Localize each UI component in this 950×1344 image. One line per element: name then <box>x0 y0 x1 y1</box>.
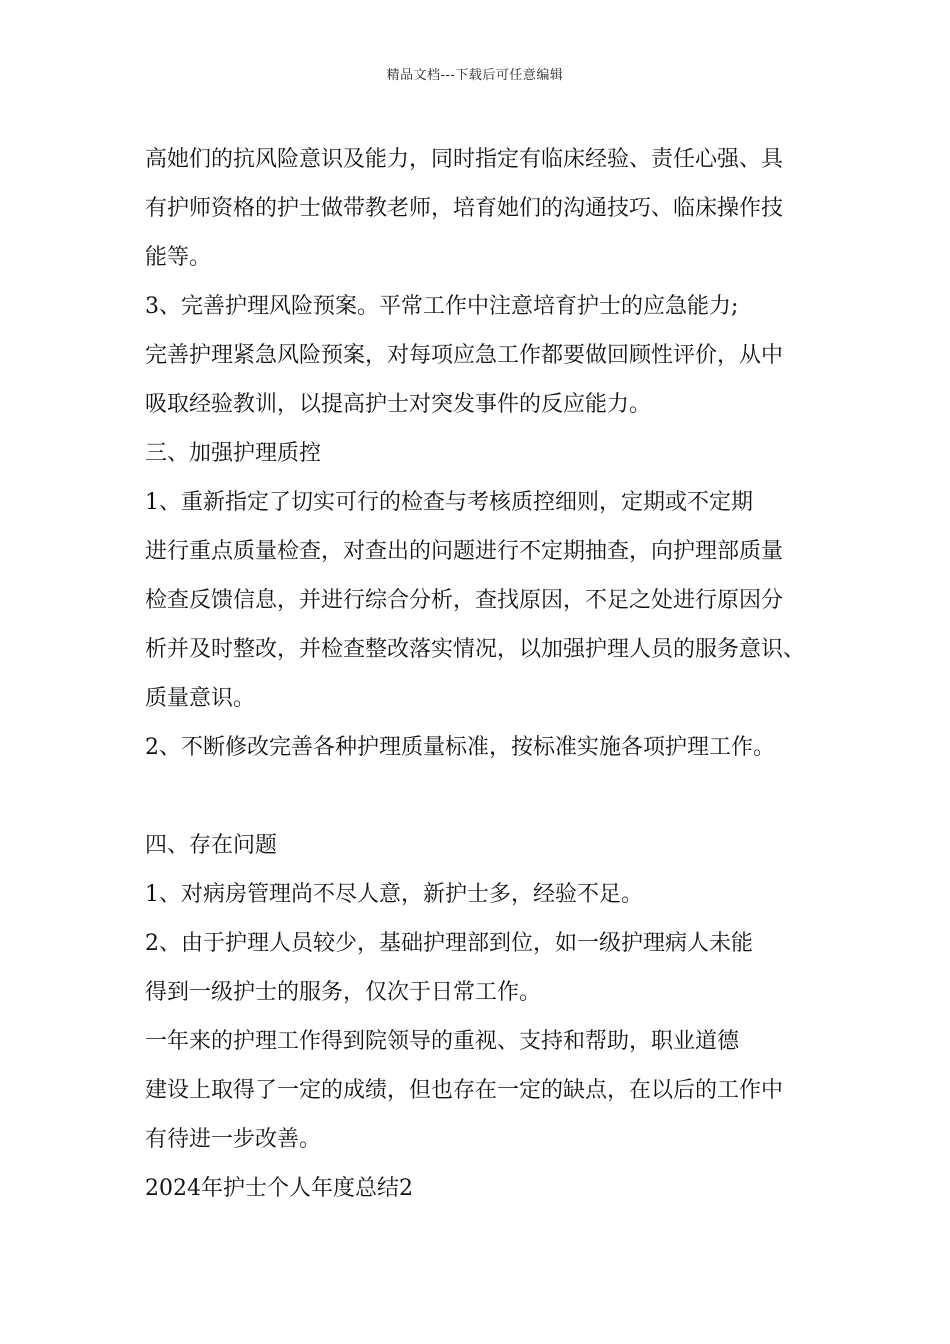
text-line: 吸取经验教训，以提高护士对突发事件的反应能力。 <box>145 392 652 417</box>
text-line: 有待进一步改善。 <box>145 1127 322 1152</box>
text-line: 析并及时整改，并检查整改落实情况，以加强护理人员的服务意识、 <box>145 637 806 662</box>
paragraph <box>145 282 825 429</box>
text-line: 2024年护士个人年度总结2 <box>145 1176 413 1201</box>
paragraph <box>145 919 825 1017</box>
page-header: 精品文档---下载后可任意编辑 <box>386 68 564 83</box>
text-line: 2、由于护理人员较少，基础护理部到位，如一级护理病人未能 <box>145 931 753 956</box>
text-line: 能等。 <box>145 245 212 270</box>
text-line: 2、不断修改完善各种护理质量标准，按标准实施各项护理工作。 <box>145 735 775 760</box>
paragraph <box>145 135 825 282</box>
paragraph <box>145 870 825 919</box>
text-line: 完善护理紧急风险预案，对每项应急工作都要做回顾性评价，从中 <box>145 343 784 368</box>
text-line: 一年来的护理工作得到院领导的重视、支持和帮助，职业道德 <box>145 1029 740 1054</box>
text-line: 建设上取得了一定的成绩，但也存在一定的缺点，在以后的工作中 <box>145 1078 784 1103</box>
paragraph <box>145 478 825 723</box>
paragraph <box>145 1017 825 1164</box>
text-line: 得到一级护士的服务，仅次于日常工作。 <box>145 980 542 1005</box>
text-line: 质量意识。 <box>145 686 256 711</box>
text-line: 检查反馈信息，并进行综合分析，查找原因，不足之处进行原因分 <box>145 588 784 613</box>
document-body <box>145 135 825 1213</box>
blank-line <box>145 772 825 821</box>
text-line: 高她们的抗风险意识及能力，同时指定有临床经验、责任心强、具 <box>145 147 784 172</box>
section-title <box>145 1164 825 1213</box>
text-line: 进行重点质量检查，对查出的问题进行不定期抽查，向护理部质量 <box>145 539 784 564</box>
section-heading <box>145 821 825 870</box>
text-line: 三、加强护理质控 <box>145 441 322 466</box>
text-line: 1、重新指定了切实可行的检查与考核质控细则，定期或不定期 <box>145 490 753 515</box>
text-line: 有护师资格的护士做带教老师，培育她们的沟通技巧、临床操作技 <box>145 196 784 221</box>
text-line: 1、对病房管理尚不尽人意，新护士多，经验不足。 <box>145 882 643 907</box>
text-line: 四、存在问题 <box>145 833 278 858</box>
text-line: 3、完善护理风险预案。平常工作中注意培育护士的应急能力; <box>145 294 739 319</box>
paragraph <box>145 723 825 772</box>
section-heading <box>145 429 825 478</box>
